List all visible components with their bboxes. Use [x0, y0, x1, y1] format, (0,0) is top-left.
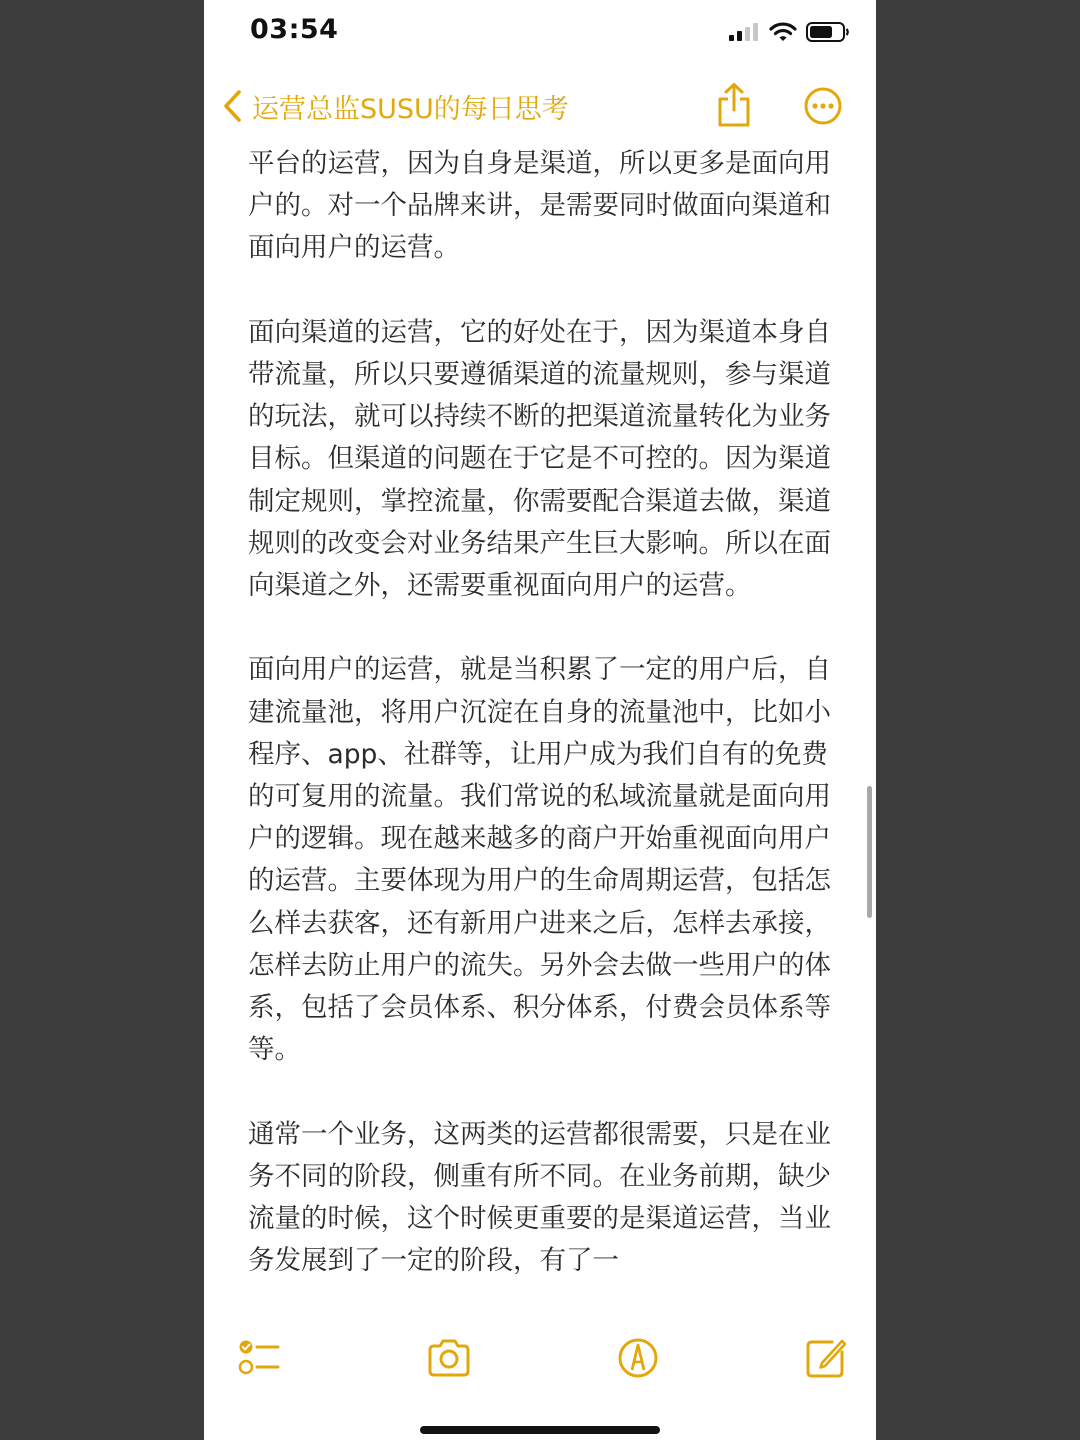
status-icons — [728, 20, 850, 44]
back-button[interactable] — [222, 86, 569, 126]
chevron-left-icon — [222, 89, 244, 123]
note-body[interactable] — [248, 143, 838, 1309]
status-bar — [204, 0, 876, 64]
camera-icon[interactable] — [425, 1334, 473, 1382]
note-paragraph: 面向用户的运营，就是当积累了一定的用户后，自建流量池，将用户沉淀在自身的流量池中，比如小程序、app、社群等，让用户成为我们自有的免费的可复用的流量。我们常说的私域流量就是面向用户的逻辑。现在越来越多的商户开始重视面向用户的运营。主要体现为用户的生命周期运营，包括怎么样去获客，还有新用户进来之后，怎样去承接，怎样去防止用户的流失。另外会去做一些用户的体系，包括了会员体系、积分体系，付费会员体系等等。 — [248, 654, 831, 1066]
navigation-bar — [204, 72, 876, 140]
note-paragraph: 面向渠道的运营，它的好处在于，因为渠道本身自带流量，所以只要遵循渠道的流量规则，参与渠道的玩法，就可以持续不断的把渠道流量转化为业务目标。但渠道的问题在于它是不可控的。因为渠道制定规则，掌控流量，你需要配合渠道去做，渠道规则的改变会对业务结果产生巨大影响。所以在面向渠道之外，还需要重视面向用户的运营。 — [248, 316, 831, 602]
checklist-icon[interactable] — [236, 1334, 284, 1382]
cellular-signal-icon — [728, 22, 760, 42]
share-icon[interactable] — [714, 82, 754, 128]
note-paragraph: 通常一个业务，这两类的运营都很需要，只是在业务不同的阶段，侧重有所不同。在业务前期，缺少流量的时候，这个时候更重要的是渠道运营，当业务发展到了一定的阶段，有了一 — [248, 1118, 831, 1277]
compose-icon[interactable] — [802, 1334, 850, 1382]
markup-pen-icon[interactable] — [614, 1334, 662, 1382]
home-indicator[interactable] — [420, 1426, 660, 1434]
battery-icon — [806, 21, 850, 43]
note-paragraph: 平台的运营，因为自身是渠道，所以更多是面向用户的。对一个品牌来讲，是需要同时做面向渠道和面向用户的运营。 — [248, 148, 831, 264]
more-options-icon[interactable] — [803, 86, 843, 126]
status-time: 03:54 — [250, 14, 339, 45]
back-button-label: 运营总监SUSU的每日思考 — [252, 93, 569, 125]
scroll-indicator[interactable] — [867, 786, 872, 918]
notes-screen — [204, 0, 876, 1440]
wifi-icon — [769, 21, 797, 43]
bottom-toolbar — [204, 1320, 876, 1396]
